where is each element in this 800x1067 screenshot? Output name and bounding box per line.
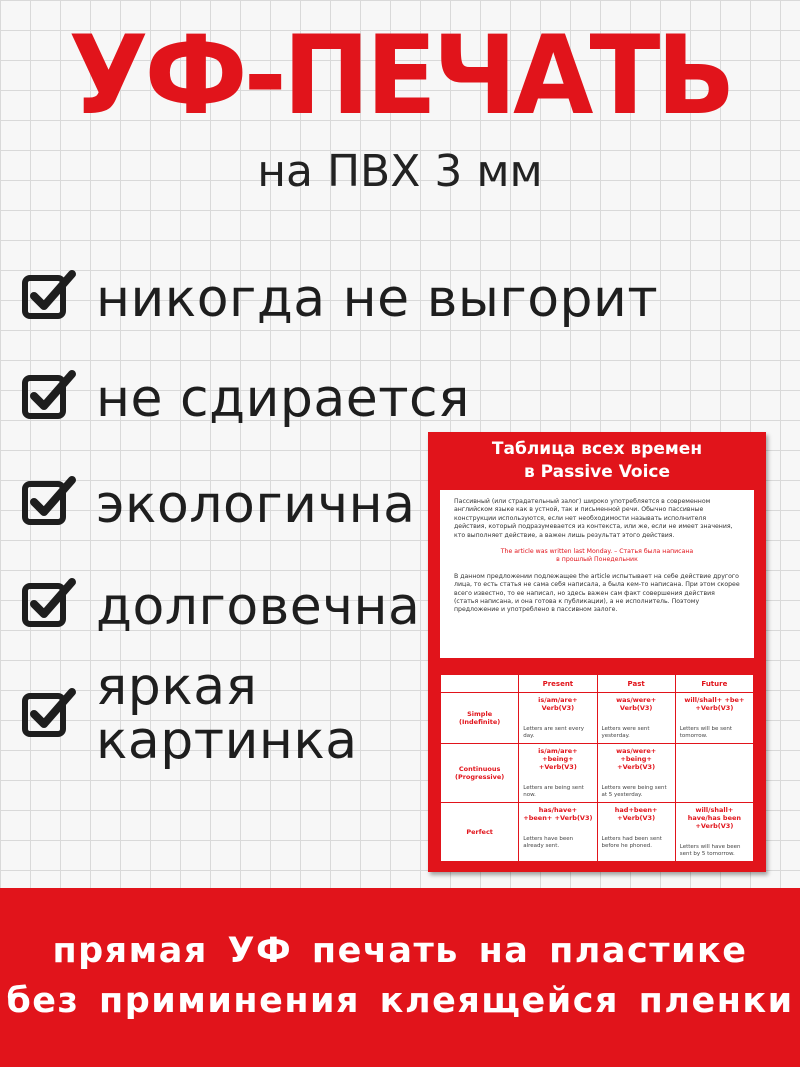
cell-example: Letters will be sent tomorrow. bbox=[679, 726, 733, 739]
row-header-line: Continuous bbox=[458, 765, 501, 773]
row-header bbox=[441, 693, 519, 744]
cell-formula: is/am/are+ +being+ +Verb(V3) bbox=[538, 747, 578, 771]
poster-paragraph: В данном предложении подлежащее the article испытывает на себе действие другого лица, то есть статья не сама себя написала, а была кем-то написана. При этом скорее всего известно, то ее написал, но здесь важен сам факт совершения действия (статья написана, и она готова к публикации), а не исполнитель. Поэтому предложение и употреблено в пассивном залоге. bbox=[454, 572, 740, 614]
cell-formula: is/am/are+ Verb(V3) bbox=[538, 696, 578, 712]
checkbox-check-icon bbox=[22, 580, 72, 630]
table-cell bbox=[597, 803, 675, 862]
subline: на ПВХ 3 мм bbox=[257, 146, 543, 197]
table-cell bbox=[519, 693, 597, 744]
row-header bbox=[441, 744, 519, 803]
table-cell bbox=[519, 744, 597, 803]
bottom-line: без приминения клеящейся пленки bbox=[6, 981, 794, 1021]
row-header-line: (Indefinite) bbox=[459, 718, 501, 726]
cell-formula: had+been+ +Verb(V3) bbox=[614, 806, 658, 822]
cell-example: Letters will have been sent by 5 tomorrow. bbox=[679, 844, 741, 857]
cell-formula: was/were+ Verb(V3) bbox=[616, 696, 657, 712]
column-header: Past bbox=[597, 675, 675, 693]
row-header bbox=[441, 803, 519, 862]
table-row bbox=[441, 693, 754, 744]
poster-example bbox=[454, 548, 740, 565]
poster-preview bbox=[428, 432, 766, 872]
table-cell bbox=[597, 744, 675, 803]
table-row bbox=[441, 803, 754, 862]
poster-paragraph: Пассивный (или страдательный залог) широко употребляется в современном английском языке как в устной, так и письменной речи. Обычно пассивные конструкции используются, если нет необходимости называть исполнителя действия, который подразумевается из контекста, или же, если не имеет значения, кто выполняет действие, а важен лишь результат этого действия. bbox=[454, 498, 733, 539]
poster-title-line: в Passive Voice bbox=[523, 462, 671, 482]
cell-example: Letters are being sent now. bbox=[523, 785, 584, 798]
row-header-line: Simple bbox=[467, 710, 493, 718]
tense-table bbox=[440, 674, 754, 862]
cell-formula: will/shall+ +be+ +Verb(V3) bbox=[684, 696, 745, 712]
column-header: Future bbox=[675, 675, 753, 693]
checkbox-check-icon bbox=[22, 478, 72, 528]
cell-formula: was/were+ +being+ +Verb(V3) bbox=[616, 747, 657, 771]
table-cell bbox=[597, 693, 675, 744]
row-header-line: Perfect bbox=[466, 828, 493, 836]
checkbox-check-icon bbox=[22, 372, 72, 422]
poster-example-line: в прошлый Понедельник bbox=[556, 556, 638, 564]
benefit-text: никогда не выгорит bbox=[96, 269, 659, 329]
benefit-item bbox=[22, 657, 358, 771]
benefit-item bbox=[22, 475, 416, 535]
benefit-text-line: картинка bbox=[96, 711, 358, 771]
benefit-text-line: яркая bbox=[96, 657, 258, 717]
poster-title bbox=[428, 438, 766, 484]
benefit-item bbox=[22, 269, 659, 329]
benefit-text: экологична bbox=[96, 475, 416, 535]
table-cell bbox=[675, 744, 753, 803]
table-cell bbox=[519, 803, 597, 862]
table-header-row bbox=[441, 675, 754, 693]
benefit-item bbox=[22, 369, 470, 429]
cell-example: Letters have been already sent. bbox=[523, 836, 574, 849]
cell-formula: has/have+ +been+ +Verb(V3) bbox=[523, 806, 593, 822]
bottom-line: прямая УФ печать на пластике bbox=[52, 931, 748, 971]
row-header-line: (Progressive) bbox=[454, 773, 505, 781]
column-header: Present bbox=[519, 675, 597, 693]
poster-example-line: The article was written last Monday. – Статья была написана bbox=[500, 548, 694, 556]
cell-example: Letters were being sent at 5 yesterday. bbox=[601, 785, 667, 798]
benefit-text: долговечна bbox=[96, 577, 421, 637]
poster-intro-text bbox=[440, 490, 754, 658]
benefit-item bbox=[22, 577, 421, 637]
cell-example: Letters were sent yesterday. bbox=[601, 726, 650, 739]
table-corner bbox=[441, 675, 519, 693]
bottom-banner bbox=[0, 888, 800, 1067]
cell-example: Letters are sent every day. bbox=[523, 726, 584, 739]
checkbox-check-icon bbox=[22, 272, 72, 322]
headline: УФ-ПЕЧАТЬ bbox=[68, 10, 732, 140]
cell-example: Letters had been sent before he phoned. bbox=[601, 836, 662, 849]
poster-title-line: Таблица всех времен bbox=[491, 439, 703, 459]
benefit-text bbox=[96, 657, 358, 771]
cell-formula: will/shall+ have/has been +Verb(V3) bbox=[687, 806, 742, 830]
table-row bbox=[441, 744, 754, 803]
table-cell bbox=[675, 803, 753, 862]
benefit-text: не сдирается bbox=[96, 369, 470, 429]
table-cell bbox=[675, 693, 753, 744]
checkbox-check-icon bbox=[22, 690, 72, 740]
